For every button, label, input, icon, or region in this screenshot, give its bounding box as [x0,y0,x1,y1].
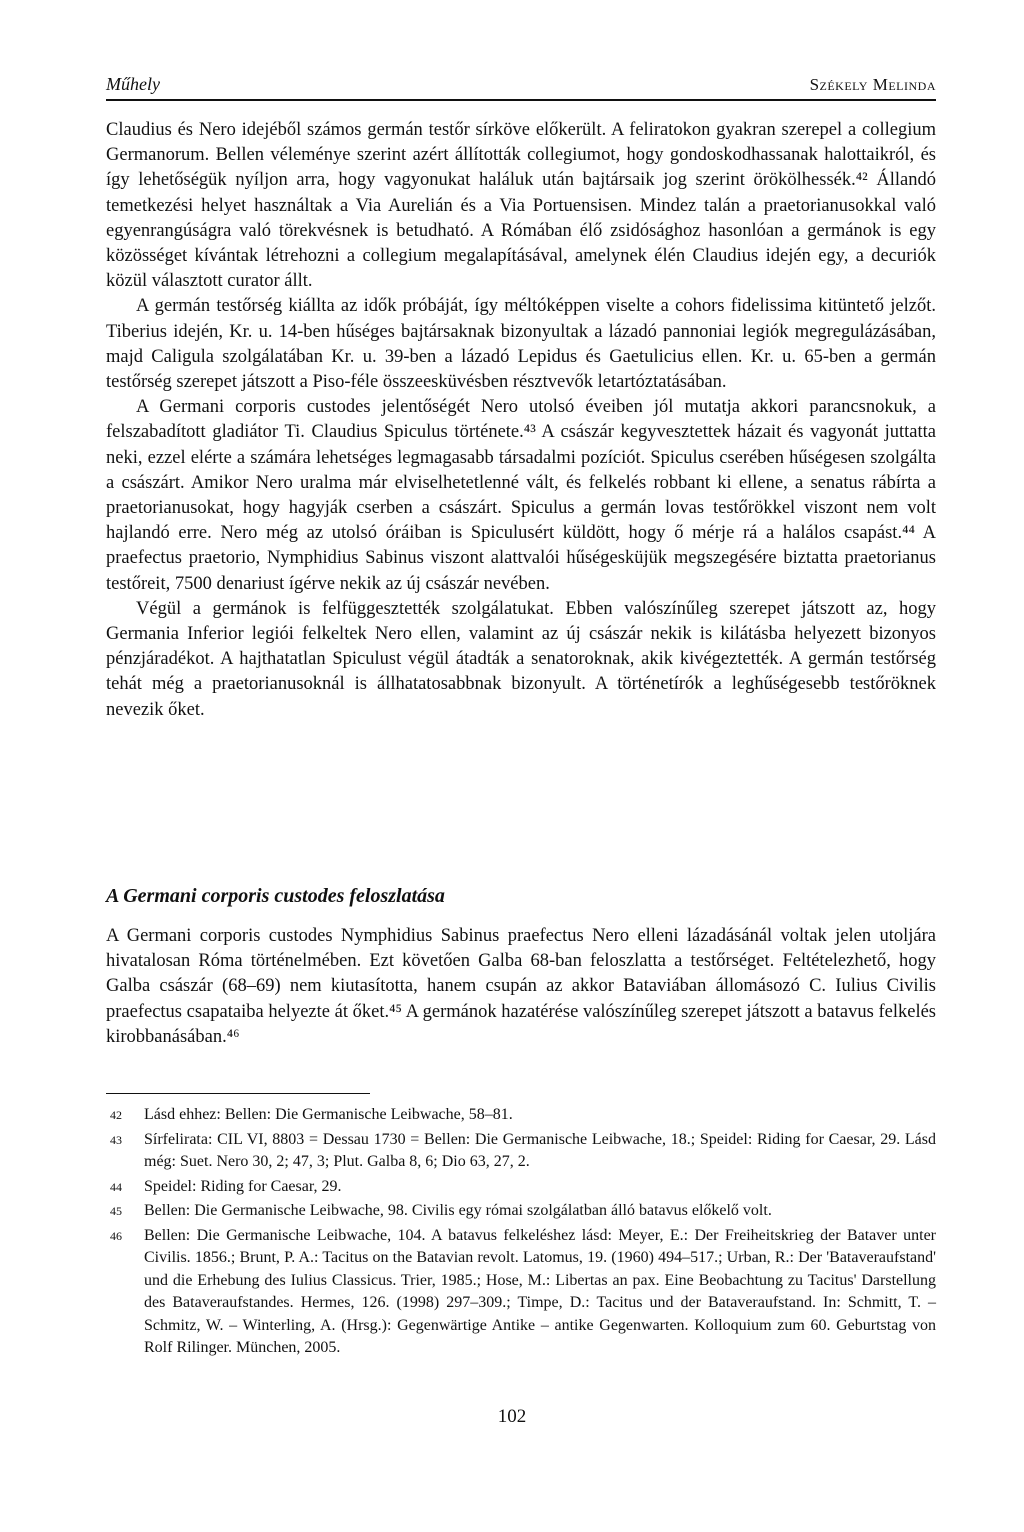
section-paragraph-1: A Germani corporis custodes Nymphidius Sabinus praefectus Nero elleni lázadásánál voltak jelen utoljára hivatalosan Róma történelmében. Ezt követően Galba 68-ban feloszlatta a testőrséget. Feltételezhető, hogy Galba császár (68–69) nem kiutasította, hanem csupán az akkor Bataviában állomásozó C. Iulius Civilis praefectus csapataiba helyezte át őket.⁴⁵ A germánok hazatérése valószínűleg szerepet játszott a batavus felkelés kirobbanásában.⁴⁶ [106,926,936,1047]
header-author: Székely Melinda [809,75,936,94]
running-header [106,74,936,101]
paragraph-2: A germán testőrség kiállta az idők próbáját, így méltóképpen viselte a cohors fidelissima kitüntető jelzőt. Tiberius idején, Kr. u. 14-ben hűséges bajtársaknak bizonyultak a lázadó pannoniai legiók megregulázásában, majd Caligula szolgálatában Kr. u. 39-ben a lázadó Lepidus és Gaetulicius ellen. Kr. u. 65-ben a germán testőrség szerepet játszott a Piso-féle összeesküvésben résztvevők letartóztatásában. [106,296,936,393]
paragraph-4: Végül a germánok is felfüggesztették szolgálatukat. Ebben valószínűleg szerepet játszott az, hogy Germania Inferior legiói felkeltek Nero ellen, valamint az új császár nekik is kilátásba helyezett bizonyos pénzjáradékot. A hajthatatlan Spiculust végül átadták a senatoroknak, akik kivégeztették. A germán testőrség tehát még a praetorianusoknál is állhatatosabbnak bizonyult. A történetírók a leghűségesebb testőröknek nevezik őket. [106,598,936,720]
footnote [106,1200,936,1223]
footnote [106,1129,936,1174]
header-section-title: Műhely [106,74,160,94]
footnote-number: 46 [110,1228,122,1243]
footnote-number: 45 [110,1204,122,1218]
footnote-text: Lásd ehhez: Bellen: Die Germanische Leibwache, 58–81. [144,1106,513,1123]
footnote-text: Sírfelirata: CIL VI, 8803 = Dessau 1730 = Bellen: Die Germanische Leibwache, 18.; Speidel: Riding for Caesar, 29. Lásd még: Suet. Nero 30, 2; 47, 3; Plut. Galba 8, 6; Dio 63, 27, 2. [144,1130,936,1170]
footnote-text: Bellen: Die Germanische Leibwache, 104. A batavus felkeléshez lásd: Meyer, E.: Der Freiheitskrieg der Bataver unter Civilis. 1856.; Brunt, P. A.: Tacitus on the Batavian revolt. Latomus, 19. (1960) 494–517.; Urban, R.: Der 'Bataveraufstand' und die Erhebung des Iulius Classicus. Trier, 1985.; Hose, M.: Libertas an pax. Eine Beobachtung zu Tacitus' Darstellung des Bataveraufstandes. Hermes, 126. (1998) 297–309.; Timpe, D.: Tacitus und der Bataveraufstand. In: Schmitt, T. – Schmitz, W. – Winterling, A. (Hrsg.): Gegenwärtige Antike – antike Gegenwarten. Kolloquium zum 60. Geburtstag von Rolf Rilinger. München, 2005. [144,1226,936,1356]
footnote-number: 42 [110,1108,122,1122]
footnote [106,1176,936,1199]
section-text [106,924,936,1050]
footnote-number: 44 [110,1179,122,1194]
page-number: 102 [497,1406,527,1427]
paragraph-3: A Germani corporis custodes jelentőségét Nero utolsó éveiben jól mutatja akkori parancsnokuk, a felszabadított gladiátor Ti. Claudius Spiculus története.⁴³ A császár kegyvesztettek házait és vagyonát juttatta neki, ezzel elérte a számára lehetséges legmagasabb társadalmi pozíciót. Spiculus cserében hűségesen szolgálta a császárt. Amikor Nero uralma már elviselhetetlenné vált, és felkelés robbant ki ellene, a senatus rábírta a praetorianusokat, hogy hagyják cserben a császárt. Spiculus a germán lovas testőrökkel viszont nem volt hajlandó erre. Nero még az utolsó óráiban is Spiculusért küldött, hogy ő mérje rá a halálos csapást.⁴⁴ A praefectus praetorio, Nymphidius Sabinus viszont alattvalói hűségesküjük megszegésére biztatta praetorianus testőreit, 7500 denariust ígérve nekik az új császár nevében. [106,397,936,594]
footnote-text: Bellen: Die Germanische Leibwache, 98. Civilis egy római szolgálatban álló batavus előkelő volt. [144,1202,772,1219]
paragraph-1: Claudius és Nero idejéből számos germán testőr sírköve előkerült. A feliratokon gyakran szerepel a collegium Germanorum. Bellen véleménye szerint azért állították collegiumot, hogy gondoskodhassanak halottaikról, és így lehetőségük nyíljon arra, hogy vagyonukat haláluk után bajtársaik jog szerint örökölhessék.⁴² Állandó temetkezési helyet használtak a Via Aurelián és a Via Portuensisen. Mindez talán a praetorianusokkal való egyenrangúságra való törekvésnek is betudható. A Rómában élő zsidósághoz hasonlóan a germánok is egy közösséget kívántak létrehozni a collegium megalapításával, amelynek élén Claudius idején egy, a decuriók közül választott curator állt. [106,120,936,292]
footnote-text: Speidel: Riding for Caesar, 29. [144,1177,342,1195]
footnotes [106,1104,936,1362]
body-text [106,118,936,723]
footnote [106,1225,936,1360]
footnote [106,1104,936,1127]
footnote-number: 43 [110,1132,122,1147]
section-heading: A Germani corporis custodes feloszlatása [106,885,445,907]
footnote-divider [106,1093,370,1094]
